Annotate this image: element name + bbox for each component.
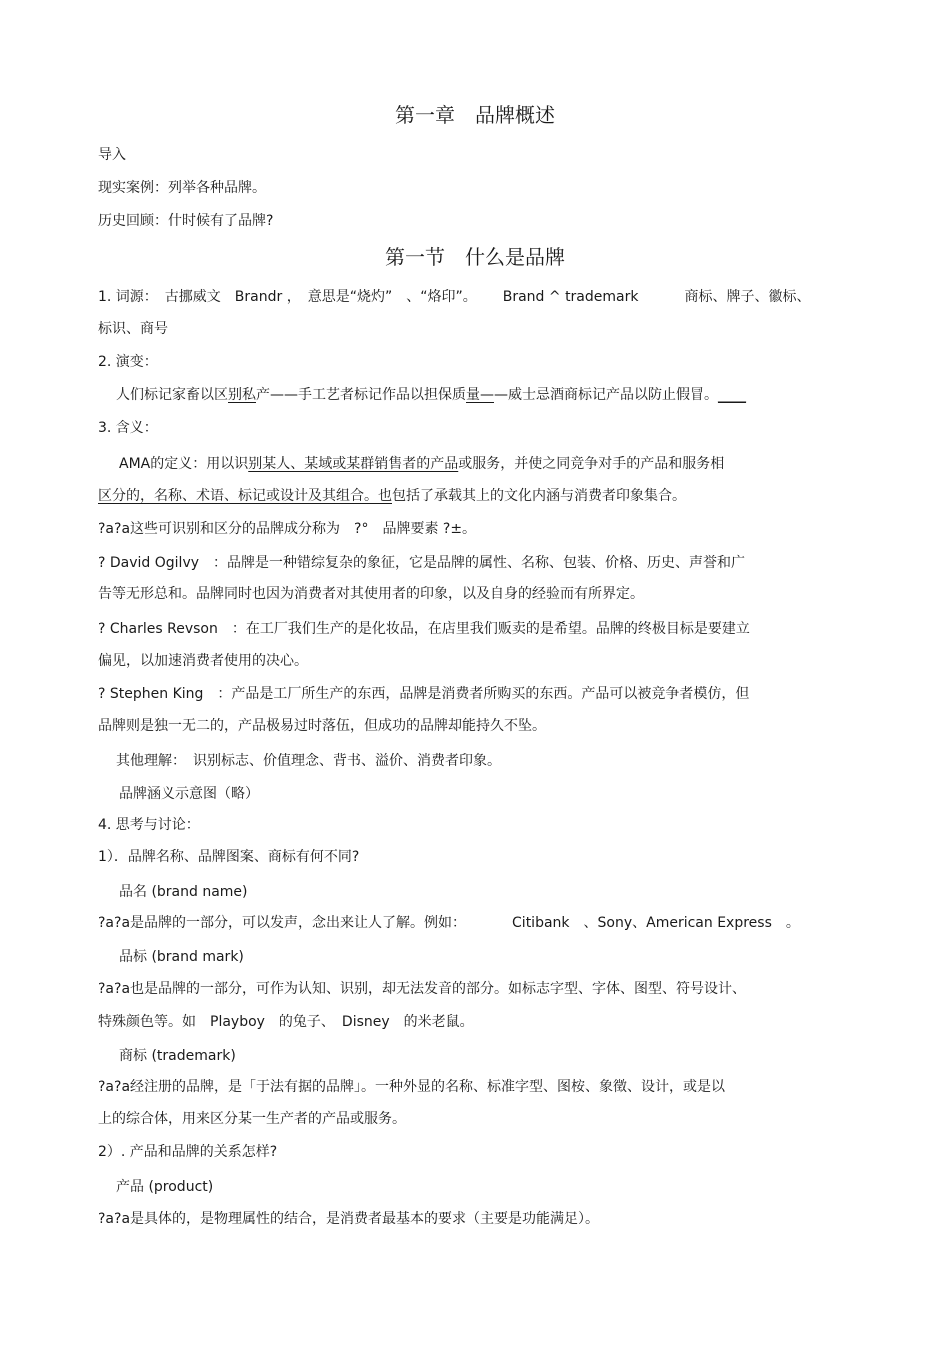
trademark-label: 商标 (trademark) <box>119 1048 236 1064</box>
meaning-heading: 3. 含义： <box>98 420 158 436</box>
product-label: 产品 (product) <box>116 1179 214 1195</box>
intro-history: 历史回顾：什时候有了品牌? <box>98 213 274 229</box>
intro-label: 导入 <box>98 147 126 163</box>
trademark-desc-line1: ?a?a经注册的品牌，是「于法有据的品牌」。一种外显的名称、标准字型、图桉、象徵、设计，或是以 <box>98 1079 726 1095</box>
brand-name-examples: Citibank 、Sony、American Express 。 <box>512 915 800 931</box>
evolution-underlined: ____ <box>718 387 746 403</box>
brand-name-desc-text: ?a?a是品牌的一部分，可以发声，念出来让人了解。例如： <box>98 915 467 931</box>
evolution-part: —威士忌酒商标记产品以防止假冒。 <box>494 387 718 403</box>
brand-name-label: 品名 (brand name) <box>119 884 248 900</box>
ogilvy-quote-line1: ? David Ogilvy ：品牌是一种错综复杂的象征，它是品牌的属性、名称、包装、价格、历史、声誉和广 <box>98 555 746 571</box>
brand-mark-desc-line2: 特殊颜色等。如 Playboy 的兔子、 Disney 的米老鼠。 <box>98 1014 474 1030</box>
section-title: 第一节 什么是品牌 <box>385 245 565 269</box>
etymology-text: 1. 词源： 古挪威文 Brandr ， 意思是“烧灼” 、“烙印”。 <box>98 289 477 305</box>
etymology-continued: 标识、商号 <box>98 321 168 337</box>
trademark-desc-line2: 上的综合体，用来区分某一生产者的产品或服务。 <box>98 1111 406 1127</box>
product-desc: ?a?a是具体的，是物理属性的结合，是消费者最基本的要求（主要是功能满足）。 <box>98 1211 600 1227</box>
diagram-note: 品牌涵义示意图（略） <box>119 786 259 802</box>
evolution-part: 产——手工艺者标记作品以担保质 <box>256 387 466 403</box>
intro-case: 现实案例：列举各种品牌。 <box>98 180 266 196</box>
ama-underlined: 区分的，名 <box>98 488 168 504</box>
king-quote-line1: ? Stephen King ：产品是工厂所生产的东西，品牌是消费者所购买的东西。产品可以被竞争者模仿，但 <box>98 686 750 702</box>
etymology-line <box>98 288 810 306</box>
ama-underlined: 称、术语、标记或设计及其组合。也 <box>168 488 392 504</box>
ama-part: 或服务，并使之同竞争对手的产品和服务相 <box>458 456 725 472</box>
evolution-part: 人们标记家畜以区 <box>116 387 228 403</box>
ama-part: 包括了承载其上的文化内涵与消费者印象集合。 <box>392 488 686 504</box>
revson-quote-line2: 偏见，以加速消费者使用的决心。 <box>98 653 308 669</box>
etymology-brand-trademark: Brand ^ trademark <box>502 289 639 305</box>
ama-definition-line2 <box>98 487 686 505</box>
revson-quote-line1: ? Charles Revson ：在工厂我们生产的是化妆品，在店里我们贩卖的是希望。品牌的终极目标是要建立 <box>98 621 750 637</box>
king-quote-line2: 品牌则是独一无二的，产品极易过时落伍，但成功的品牌却能持久不坠。 <box>98 718 546 734</box>
evolution-text <box>116 386 746 404</box>
ama-underlined: 别某人、某域或某群销售者的产品 <box>248 456 459 472</box>
discussion-heading: 4. 思考与讨论： <box>98 817 200 833</box>
evolution-underlined: 别私 <box>228 387 256 403</box>
other-understanding: 其他理解： 识别标志、价值理念、背书、溢价、消费者印象。 <box>116 753 501 769</box>
question-2: 2）. 产品和品牌的关系怎样? <box>98 1144 278 1160</box>
brand-mark-desc-line1: ?a?a也是品牌的一部分，可作为认知、识别，却无法发音的部分。如标志字型、字体、图型、符号设计、 <box>98 981 747 997</box>
question-1: 1）．品牌名称、品牌图案、商标有何不同? <box>98 849 360 865</box>
brand-elements-line: ?a?a这些可识别和区分的品牌成分称为 ?° 品牌要素 ?±。 <box>98 521 477 537</box>
ama-definition-line1 <box>119 455 724 473</box>
brand-mark-label: 品标 (brand mark) <box>119 949 244 965</box>
ogilvy-quote-line2: 告等无形总和。品牌同时也因为消费者对其使用者的印象，以及自身的经验而有所界定。 <box>98 586 644 602</box>
etymology-meanings: 商标、牌子、徽标、 <box>684 289 811 305</box>
evolution-heading: 2. 演变： <box>98 354 158 370</box>
brand-name-desc <box>98 914 800 932</box>
evolution-underlined: 量— <box>466 387 494 403</box>
chapter-title: 第一章 品牌概述 <box>395 103 555 127</box>
ama-part: AMA的定义：用以识 <box>119 456 249 472</box>
